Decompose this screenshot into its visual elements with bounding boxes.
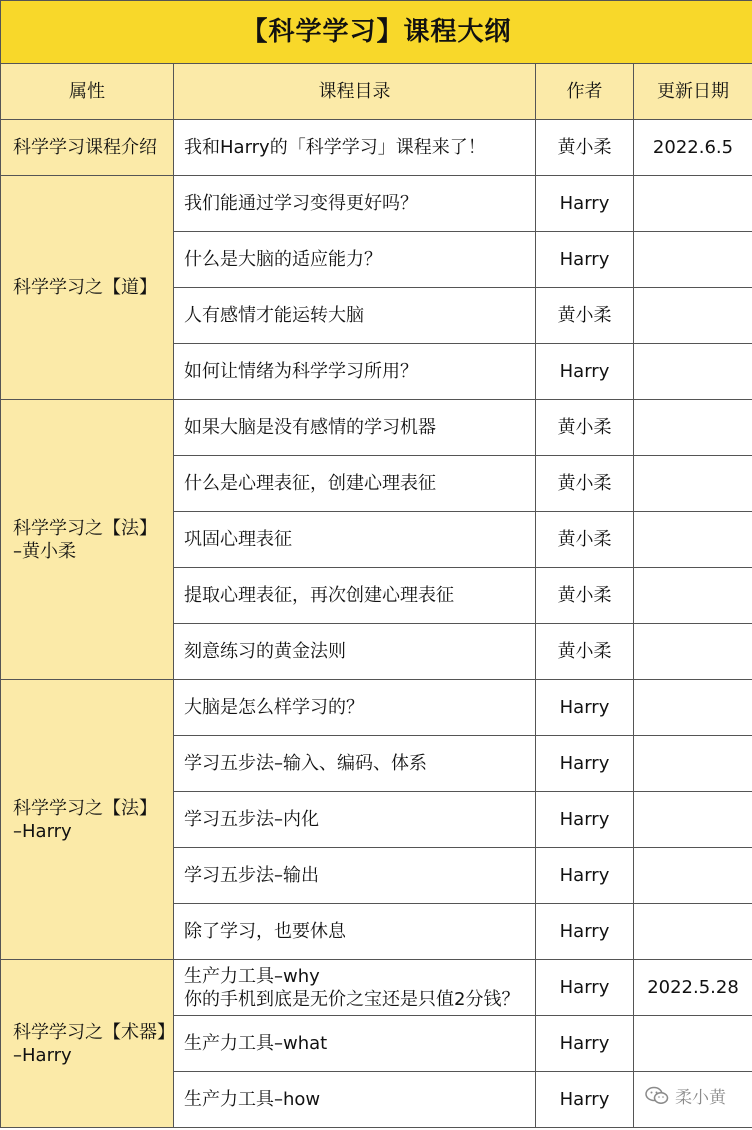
course-title: 人有感情才能运转大脑 (184, 305, 364, 326)
course-title: 如何让情绪为科学学习所用？ (184, 361, 418, 382)
date-cell[interactable] (634, 512, 752, 568)
table-row (1, 176, 752, 232)
course-title: 学习五步法–输出 (184, 865, 319, 886)
author-cell[interactable]: Harry (536, 960, 634, 1016)
section-label-cell[interactable] (1, 120, 174, 176)
date-cell[interactable]: 2022.5.28 (634, 960, 752, 1016)
date-cell[interactable] (634, 456, 752, 512)
author-cell[interactable]: 黄小柔 (536, 400, 634, 456)
column-header-course[interactable]: 课程目录 (174, 64, 536, 120)
section-label-cell[interactable] (1, 960, 174, 1128)
author-cell[interactable]: 黄小柔 (536, 624, 634, 680)
date-cell[interactable] (634, 344, 752, 400)
author-cell[interactable]: 黄小柔 (536, 512, 634, 568)
course-cell[interactable] (174, 400, 536, 456)
table-row (1, 120, 752, 176)
date-cell[interactable] (634, 736, 752, 792)
table-row (1, 680, 752, 736)
course-cell[interactable] (174, 232, 536, 288)
course-cell[interactable] (174, 680, 536, 736)
column-header-attribute[interactable]: 属性 (1, 64, 174, 120)
course-title: 大脑是怎么样学习的？ (184, 697, 364, 718)
author-cell[interactable]: 黄小柔 (536, 288, 634, 344)
date-cell[interactable] (634, 288, 752, 344)
course-cell[interactable] (174, 624, 536, 680)
section-label-line: –Harry (13, 1044, 72, 1066)
course-title: 刻意练习的黄金法则 (184, 641, 346, 662)
course-cell[interactable] (174, 736, 536, 792)
course-cell[interactable] (174, 1072, 536, 1128)
course-title: 生产力工具–what (184, 1033, 328, 1054)
section-label-line: –Harry (13, 820, 72, 842)
date-cell[interactable] (634, 568, 752, 624)
author-cell[interactable]: Harry (536, 736, 634, 792)
date-cell[interactable] (634, 624, 752, 680)
author-cell[interactable]: Harry (536, 1016, 634, 1072)
course-title: 巩固心理表征 (184, 529, 292, 550)
course-cell[interactable] (174, 456, 536, 512)
author-cell[interactable]: Harry (536, 680, 634, 736)
course-title: 生产力工具–why (184, 965, 320, 987)
course-cell[interactable] (174, 792, 536, 848)
date-cell[interactable] (634, 232, 752, 288)
date-cell[interactable] (634, 400, 752, 456)
page-title: 【科学学习】课程大纲 (1, 1, 752, 64)
table-body (1, 120, 752, 1128)
wechat-icon (645, 1086, 669, 1106)
header-row (1, 64, 752, 120)
course-cell[interactable] (174, 120, 536, 176)
column-header-author[interactable]: 作者 (536, 64, 634, 120)
date-cell[interactable] (634, 680, 752, 736)
course-title: 提取心理表征，再次创建心理表征 (184, 585, 454, 606)
author-cell[interactable]: 黄小柔 (536, 120, 634, 176)
author-cell[interactable]: 黄小柔 (536, 568, 634, 624)
table-row (1, 960, 752, 1016)
course-title: 学习五步法–内化 (184, 809, 319, 830)
section-label-cell[interactable] (1, 400, 174, 680)
date-cell[interactable] (634, 904, 752, 960)
author-cell[interactable]: 黄小柔 (536, 456, 634, 512)
course-title: 除了学习，也要休息 (184, 921, 346, 942)
course-title: 什么是心理表征，创建心理表征 (184, 473, 436, 494)
author-cell[interactable]: Harry (536, 904, 634, 960)
section-label-cell[interactable] (1, 176, 174, 400)
course-cell[interactable] (174, 1016, 536, 1072)
course-title: 生产力工具–how (184, 1089, 321, 1110)
date-cell[interactable] (634, 792, 752, 848)
author-cell[interactable]: Harry (536, 232, 634, 288)
course-cell[interactable] (174, 512, 536, 568)
course-title: 我们能通过学习变得更好吗？ (184, 193, 418, 214)
course-cell[interactable] (174, 904, 536, 960)
course-cell[interactable] (174, 344, 536, 400)
section-label-cell[interactable] (1, 680, 174, 960)
section-label-line: 科学学习之【道】 (13, 277, 157, 298)
section-label-line: 科学学习之【法】 (13, 797, 157, 819)
course-cell[interactable] (174, 568, 536, 624)
date-cell[interactable] (634, 1016, 752, 1072)
section-label-line: 科学学习之【术器】 (13, 1021, 175, 1043)
course-cell[interactable] (174, 848, 536, 904)
section-label-line: 科学学习之【法】 (13, 517, 157, 539)
course-cell[interactable] (174, 288, 536, 344)
date-cell[interactable]: 2022.6.5 (634, 120, 752, 176)
course-cell[interactable] (174, 176, 536, 232)
date-cell[interactable] (634, 848, 752, 904)
author-cell[interactable]: Harry (536, 848, 634, 904)
date-cell[interactable] (634, 176, 752, 232)
course-title: 如果大脑是没有感情的学习机器 (184, 417, 436, 438)
course-title: 什么是大脑的适应能力？ (184, 249, 382, 270)
course-title: 学习五步法–输入、编码、体系 (184, 753, 427, 774)
author-cell[interactable]: Harry (536, 176, 634, 232)
section-label-line: 科学学习课程介绍 (13, 137, 157, 158)
table-row (1, 400, 752, 456)
author-cell[interactable]: Harry (536, 1072, 634, 1128)
author-cell[interactable]: Harry (536, 344, 634, 400)
course-cell[interactable] (174, 960, 536, 1016)
section-label-line: –黄小柔 (13, 540, 76, 562)
watermark (641, 1081, 730, 1110)
watermark-text: 柔小黄 (675, 1088, 726, 1108)
course-title: 你的手机到底是无价之宝还是只值2分钱？ (184, 988, 520, 1010)
author-cell[interactable]: Harry (536, 792, 634, 848)
course-title: 我和Harry的「科学学习」课程来了！ (184, 137, 486, 158)
column-header-updated[interactable]: 更新日期 (634, 64, 752, 120)
